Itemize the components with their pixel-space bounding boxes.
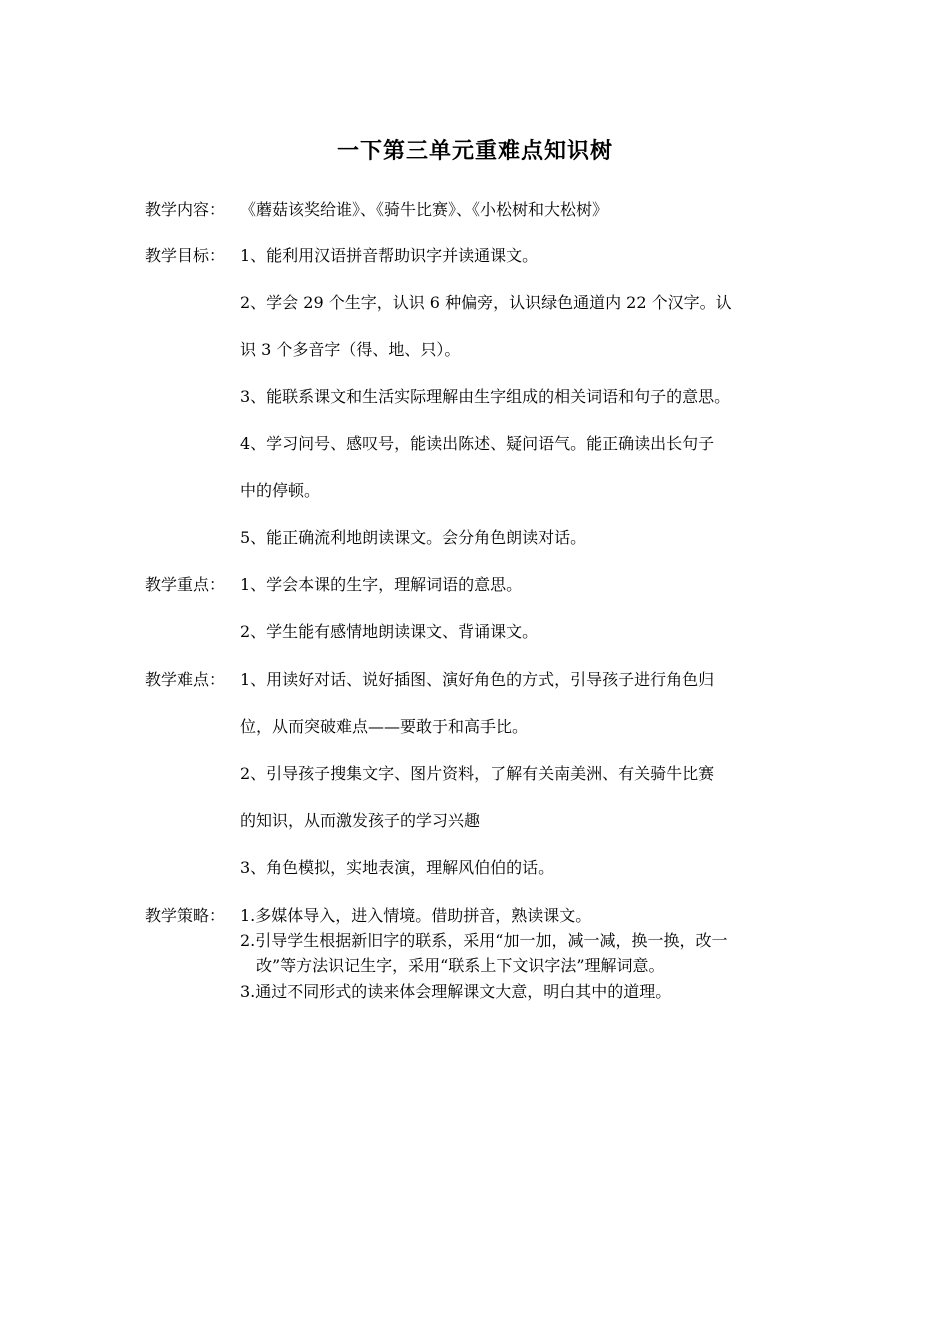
goals-line: 2、学会 29 个生字，认识 6 种偏旁，认识绿色通道内 22 个汉字。认 (240, 293, 732, 312)
content-label: 教学内容： (145, 200, 226, 219)
strategy-label: 教学策略： (145, 906, 226, 925)
document-title: 一下第三单元重难点知识树 (336, 139, 613, 164)
difficulties-line: 的知识，从而激发孩子的学习兴趣 (240, 811, 481, 830)
goals-line: 识 3 个多音字（得、地、只）。 (240, 340, 461, 359)
keypoints-label: 教学重点： (145, 575, 226, 594)
goals-label: 教学目标： (145, 246, 226, 265)
keypoints-line: 2、学生能有感情地朗读课文、背诵课文。 (240, 622, 539, 641)
goals-line: 1、能利用汉语拼音帮助识字并读通课文。 (240, 246, 539, 265)
goals-line: 4、学习问号、感叹号，能读出陈述、疑问语气。能正确读出长句子 (240, 434, 715, 453)
goals-line: 中的停顿。 (240, 481, 321, 500)
difficulties-line: 2、引导孩子搜集文字、图片资料，了解有关南美洲、有关骑牛比赛 (240, 764, 715, 783)
goals-line: 5、能正确流利地朗读课文。会分角色朗读对话。 (240, 528, 587, 547)
keypoints-line: 1、学会本课的生字，理解词语的意思。 (240, 575, 523, 594)
goals-line: 3、能联系课文和生活实际理解由生字组成的相关词语和句子的意思。 (240, 387, 731, 406)
strategy-line: 3.通过不同形式的读来体会理解课文大意，明白其中的道理。 (240, 982, 672, 1001)
difficulties-label: 教学难点： (145, 670, 226, 689)
difficulties-line: 1、用读好对话、说好插图、演好角色的方式，引导孩子进行角色归 (240, 670, 715, 689)
strategy-line: 2.引导学生根据新旧字的联系，采用“加一加，减一减，换一换，改一 (240, 931, 728, 950)
content-text: 《蘑菇该奖给谁》、《骑牛比赛》、《小松树和大松树》 (240, 200, 609, 219)
strategy-line: 1.多媒体导入，进入情境。借助拼音，熟读课文。 (240, 906, 592, 925)
difficulties-line: 3、角色模拟，实地表演，理解风伯伯的话。 (240, 858, 555, 877)
strategy-line: 改”等方法识记生字，采用“联系上下文识字法”理解词意。 (256, 956, 665, 975)
difficulties-line: 位，从而突破难点——要敢于和高手比。 (240, 717, 529, 736)
